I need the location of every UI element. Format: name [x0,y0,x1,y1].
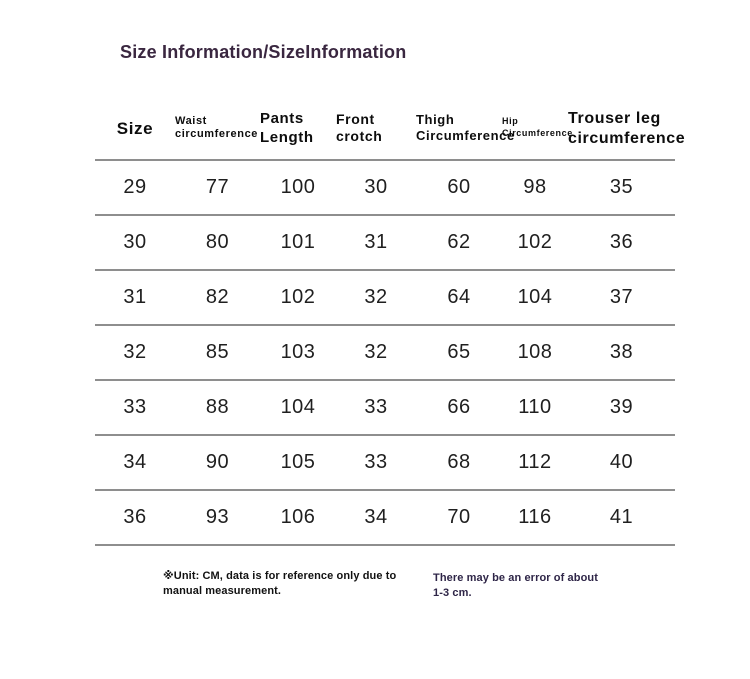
unit-note: ※Unit: CM, data is for reference only due to manual measurement. [163,570,397,597]
column-header-label: Size [116,118,154,138]
size-table [95,98,686,546]
size-value-cell: 104 [260,380,336,435]
table-row [95,270,675,325]
table-row [95,435,675,490]
size-value-cell: 70 [416,490,502,545]
size-table-header [95,98,686,160]
size-value-cell: 104 [502,270,568,325]
size-value-cell: 33 [336,380,416,435]
size-value-cell: 106 [260,490,336,545]
size-value-cell: 32 [95,325,175,380]
size-value-cell: 32 [336,325,416,380]
column-header [336,98,416,160]
size-value-cell: 62 [416,215,502,270]
size-value-cell: 37 [568,270,675,325]
size-value-cell: 31 [95,270,175,325]
table-row [95,215,675,270]
column-header [95,98,175,160]
column-header-label: Front crotch [336,110,383,145]
size-value-cell: 64 [416,270,502,325]
size-table-body [95,160,675,545]
page-title: Size Information/SizeInformation [120,42,407,62]
size-value-cell: 93 [175,490,260,545]
size-value-cell: 68 [416,435,502,490]
size-value-cell: 66 [416,380,502,435]
column-header [416,98,515,160]
size-value-cell: 34 [336,490,416,545]
size-value-cell: 40 [568,435,675,490]
table-row [95,325,675,380]
size-value-cell: 100 [260,160,336,215]
size-value-cell: 38 [568,325,675,380]
table-row [95,160,675,215]
column-header-label: Thigh Circumference [416,111,515,144]
size-value-cell: 101 [260,215,336,270]
size-value-cell: 102 [260,270,336,325]
table-row [95,380,675,435]
size-value-cell: 88 [175,380,260,435]
size-value-cell: 34 [95,435,175,490]
size-value-cell: 105 [260,435,336,490]
size-value-cell: 103 [260,325,336,380]
size-value-cell: 77 [175,160,260,215]
size-value-cell: 116 [502,490,568,545]
column-header-label: Hip Circumference [502,116,573,138]
size-value-cell: 33 [336,435,416,490]
size-value-cell: 36 [95,490,175,545]
column-header [260,98,336,160]
size-value-cell: 98 [502,160,568,215]
column-header [175,98,260,160]
size-value-cell: 112 [502,435,568,490]
size-value-cell: 82 [175,270,260,325]
size-value-cell: 39 [568,380,675,435]
size-value-cell: 41 [568,490,675,545]
column-header-label: Pants Length [260,109,314,146]
size-value-cell: 36 [568,215,675,270]
size-value-cell: 102 [502,215,568,270]
size-value-cell: 85 [175,325,260,380]
size-value-cell: 30 [95,215,175,270]
size-value-cell: 65 [416,325,502,380]
header-row [95,98,675,160]
size-value-cell: 33 [95,380,175,435]
column-header-label: Trouser leg circumference [568,109,686,147]
size-value-cell: 29 [95,160,175,215]
table-row [95,490,675,545]
column-header [568,98,686,160]
size-value-cell: 108 [502,325,568,380]
column-header-label: Waist circumference [175,114,259,141]
size-value-cell: 31 [336,215,416,270]
column-header [502,98,573,160]
size-value-cell: 80 [175,215,260,270]
size-value-cell: 30 [336,160,416,215]
size-value-cell: 110 [502,380,568,435]
size-value-cell: 32 [336,270,416,325]
error-note: There may be an error of about 1-3 cm. [433,572,598,599]
size-value-cell: 35 [568,160,675,215]
size-value-cell: 60 [416,160,502,215]
size-value-cell: 90 [175,435,260,490]
